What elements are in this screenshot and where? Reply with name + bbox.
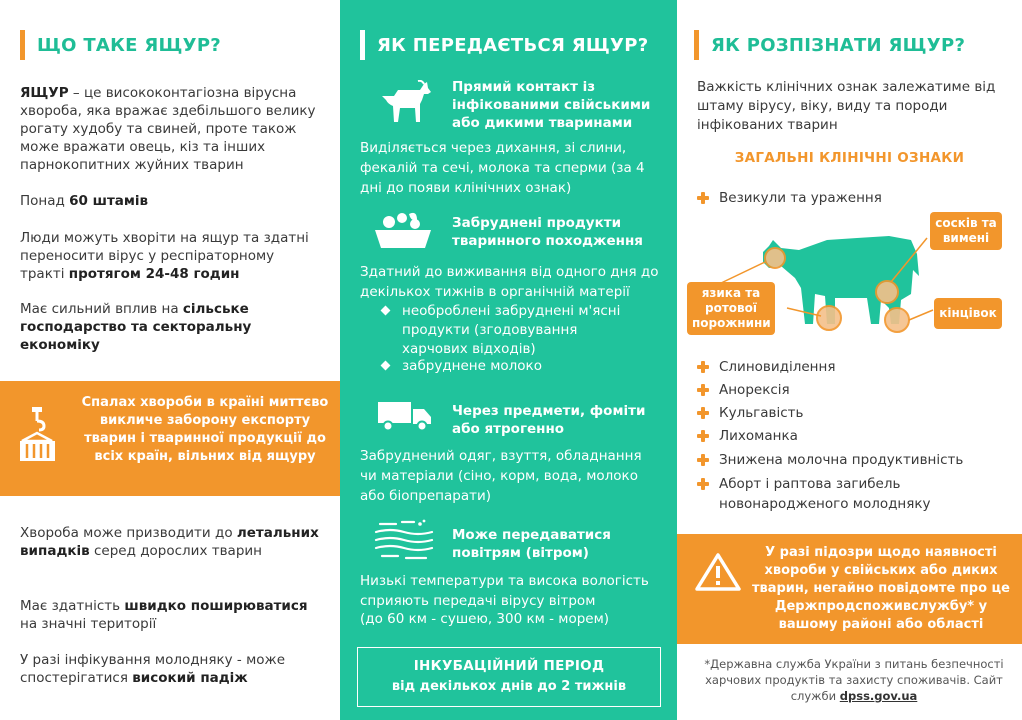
fomites-text: Забруднений одяг, взуття, обладнання чи матеріали (сіно, корм, вода, молоко або біопрепарати) [360,448,642,504]
plus-icon [697,384,709,396]
section-title: ЯК РОЗПІЗНАТИ ЯЩУР? [711,34,966,56]
airborne-distance: (до 60 км - сушею, 300 км - морем) [360,611,610,627]
sign-salivation: Слиновиділення [719,359,836,375]
plus-icon [697,192,709,204]
lethal-post: серед дорослих тварин [89,543,262,559]
lethal-paragraph [20,524,320,560]
section-header-what [20,30,221,60]
fomites-title: Через предмети, фоміти або ятрогенно [452,403,646,437]
truck-icon [378,400,433,432]
footnote-text: *Державна служба України з питань безпечності харчових продуктів та захисту споживачів. Сайт служби [704,657,1004,703]
incubation-text: від декількох днів до 2 тижнів [391,679,627,694]
column-transmission [340,0,677,720]
strains-bold: 60 штамів [69,193,149,209]
lethal-pre: Хвороба може призводити до [20,525,237,541]
humans-paragraph [20,229,320,283]
term-bold: ЯЩУР [20,85,69,101]
severity-intro: Важкість клінічних ознак залежатиме від штаму вірусу, віку, виду та породи інфікованих тварин [697,79,996,133]
report-alert-text: У разі підозри щодо наявності хвороби у свійських або диких тварин, негайно повідомте про це Держпродспоживслужбу* у вашому районі або області [751,545,1011,632]
spread-paragraph [20,597,320,633]
bullet-text: забруднене молоко [402,358,542,374]
column-recognition [677,0,1022,720]
direct-contact-title: Прямий контакт із інфікованими свійськими або дикими тваринами [452,79,651,131]
impact-paragraph [20,300,320,354]
bullet-meat-products [402,302,642,359]
young-bold: високий падіж [132,670,248,686]
crane-container-icon [18,407,58,463]
spread-pre: Має здатність [20,598,125,614]
label-hooves: кінцівок [934,298,1002,329]
sign-milk-drop: Знижена молочна продуктивність [719,452,964,468]
header-accent-bar [20,30,25,60]
section-header-transmission [360,30,648,60]
plus-icon [697,478,709,490]
incubation-title: ІНКУБАЦІЙНИЙ ПЕРІОД [413,658,605,674]
warning-icon [695,552,741,592]
wind-icon [374,518,434,564]
clinical-signs-subtitle: ЗАГАЛЬНІ КЛІНІЧНІ ОЗНАКИ [734,150,965,166]
export-ban-text: Спалах хвороби в країні миттєво викличе заборону експорту тварин і тваринної продукції до всіх країн, вільних від ящуру [81,395,329,464]
plus-icon [697,407,709,419]
contaminated-products-title: Забруднені продукти тваринного походження [452,215,643,249]
contaminated-products-text: Здатний до виживання від одного дня до декількох тижнів в органічній матерії [360,264,659,300]
impact-pre: Має сильний вплив на [20,301,183,317]
header-accent-bar [694,30,699,60]
label-teats-udder: сосків та вимені [930,212,1002,250]
site-link[interactable]: dpss.gov.ua [839,689,918,703]
strains-paragraph [20,192,320,210]
header-accent-bar [360,30,365,60]
plus-icon [697,430,709,442]
food-basket-icon [373,210,433,250]
label-tongue-mouth: язика та ротової порожнини [687,282,775,335]
bullet-milk [402,357,642,376]
goat-icon [378,80,433,125]
column-what-is-fmd [0,0,340,720]
sign-vesicles: Везикули та ураження [719,190,882,206]
bullet-text: необроблені забруднені м'ясні продукти (згодовування харчових відходів) [402,303,621,357]
sign-abortion: Аборт і раптова загибель новонародженого молодняку [719,476,931,512]
sign-lameness: Кульгавість [719,405,804,421]
sign-fever: Лихоманка [719,428,798,444]
young-paragraph [20,651,320,687]
airborne-text: Низькі температури та висока вологість сприяють передачі вірусу вітром [360,573,649,609]
lethal-bold: летальних випадків [20,525,319,559]
bullet-diamond-icon [381,361,391,371]
incubation-box [357,647,661,707]
section-title: ЯК ПЕРЕДАЄТЬСЯ ЯЩУР? [377,34,649,56]
airborne-title: Може передаватися повітрям (вітром) [452,527,611,561]
plus-icon [697,454,709,466]
strains-pre: Понад [20,193,70,209]
bullet-diamond-icon [381,306,391,316]
spread-bold: швидко поширюватися [124,598,308,614]
humans-bold: протягом 24-48 годин [68,266,240,282]
section-header-recognize [694,30,965,60]
report-alert-banner [677,534,1022,644]
definition-text: – це висококонтагіозна вірусна хвороба, яка вражає здебільшого велику рогату худобу та свиней, проте також може вражати овець, кіз та інших парнокопитних жуйних тварин [20,85,316,173]
spread-post: на значні території [20,616,157,632]
sign-anorexia: Анорексія [719,382,790,398]
impact-bold: сільське господарство та секторальну економіку [20,301,252,353]
young-pre: У разі інфікування молодняку - може спостерігатися [20,652,286,686]
humans-pre: Люди можуть хворіти на ящур та здатні переносити вірус у респіраторному тракті [20,230,309,282]
export-ban-banner [0,381,340,496]
section-title: ЩО ТАКЕ ЯЩУР? [37,34,222,56]
direct-contact-text: Виділяється через дихання, зі слини, фекалій та сечі, молока та сперми (за 4 дні до появи клінічних ознак) [360,140,645,196]
footnote [694,656,1014,704]
plus-icon [697,361,709,373]
definition-paragraph [20,84,320,174]
